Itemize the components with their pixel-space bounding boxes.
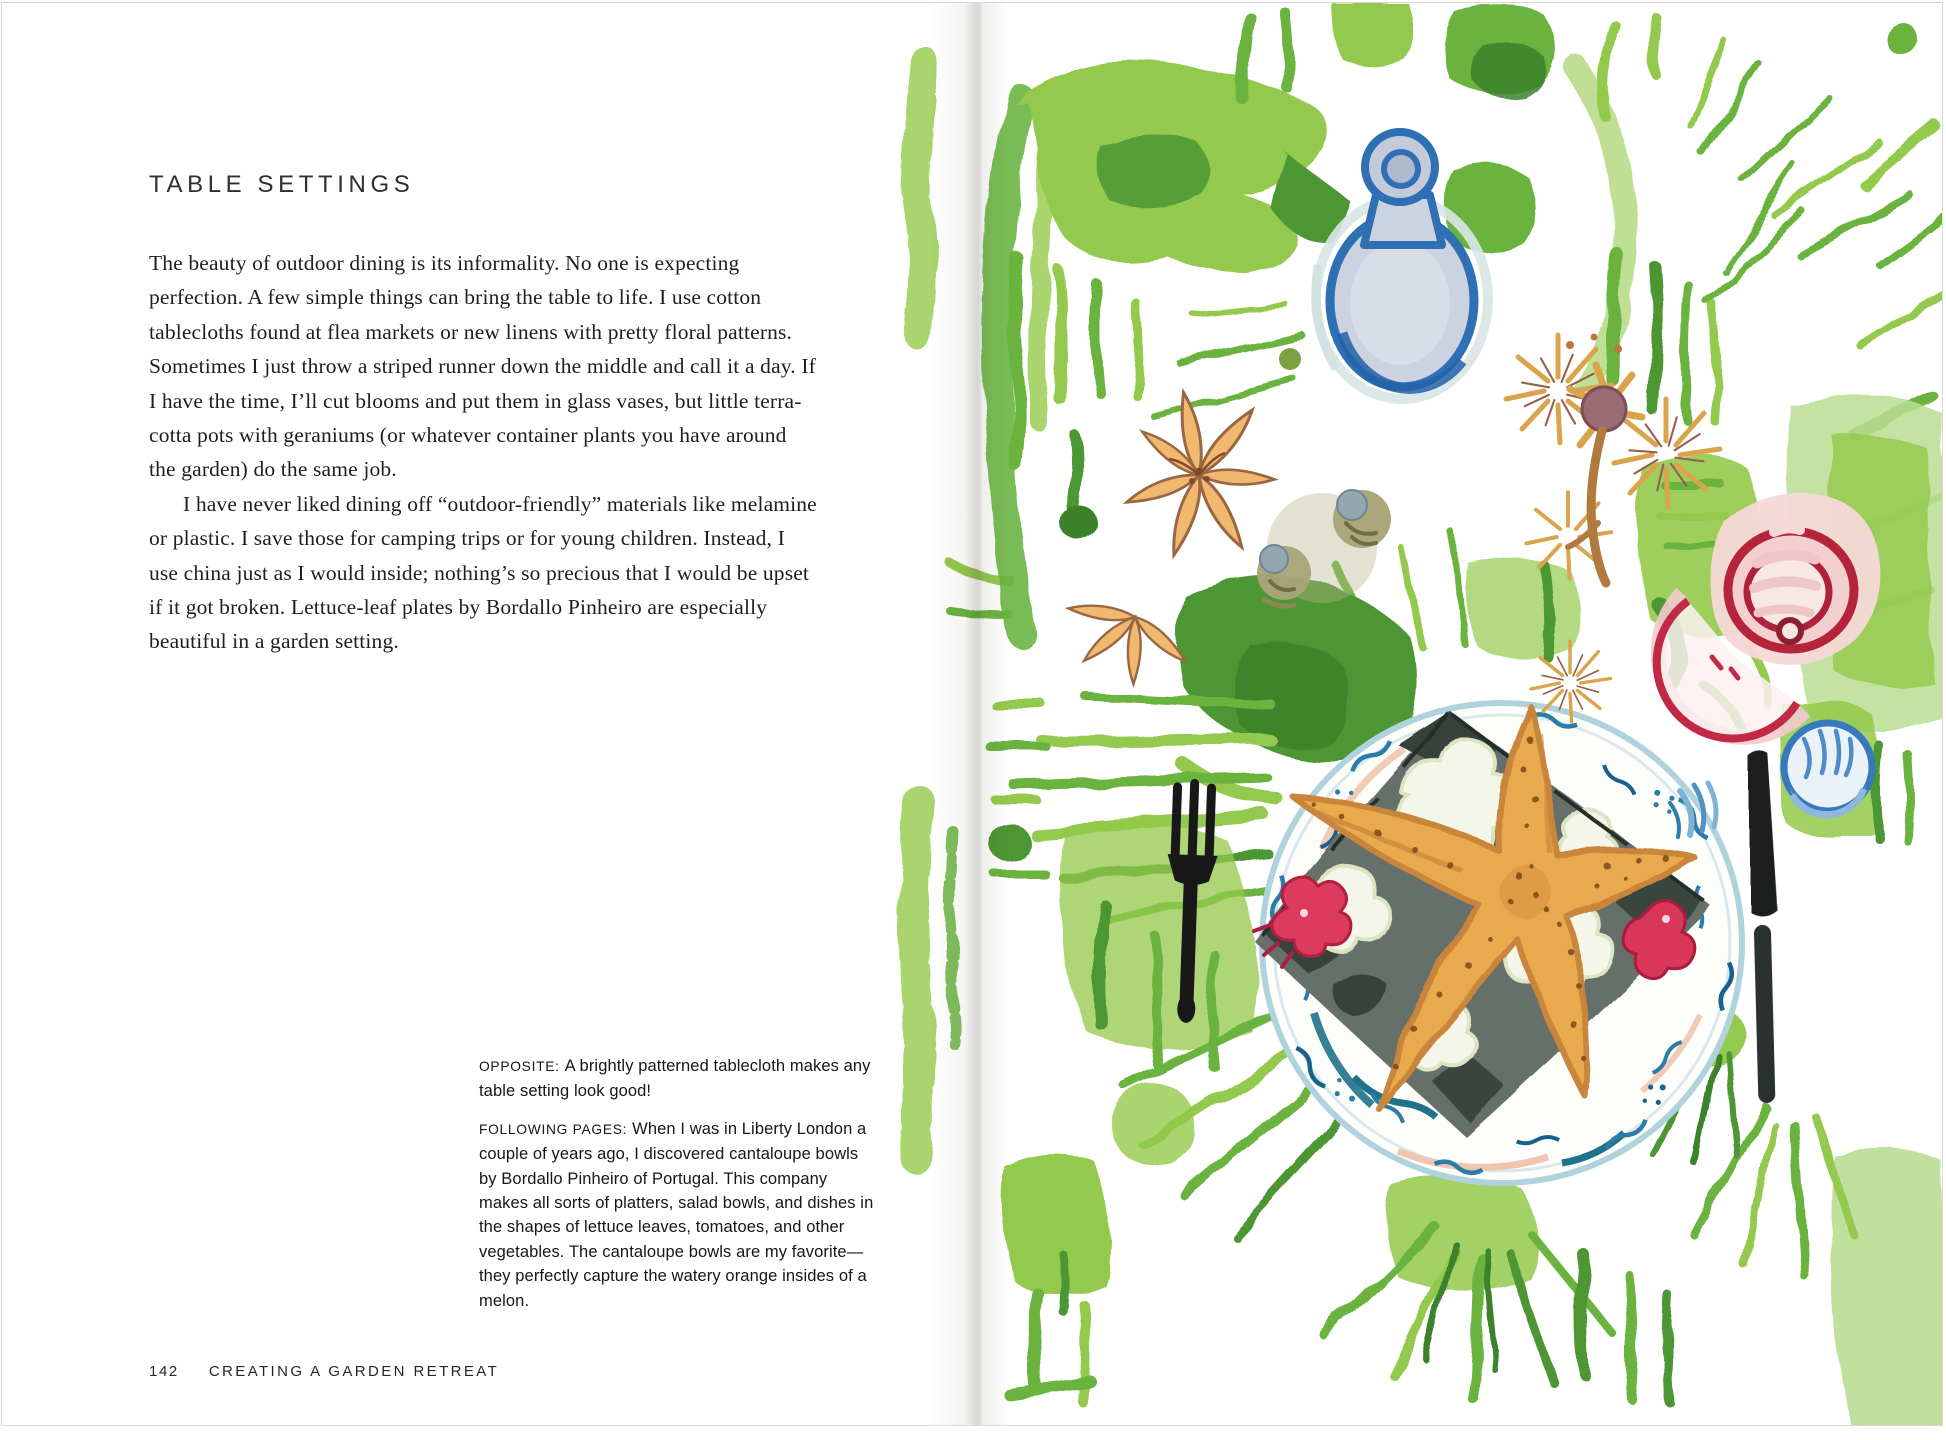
- blue-cup: [1784, 723, 1872, 815]
- knife: [1747, 750, 1782, 1103]
- red-teacup: [1711, 493, 1881, 665]
- caption-opposite: [479, 1054, 878, 1104]
- caption-text: A brightly patterned tablecloth makes any table setting look good!: [479, 1057, 871, 1101]
- caption-block: [479, 1054, 878, 1326]
- chapter-title: CREATING A GARDEN RETREAT: [208, 1363, 500, 1380]
- book-spread: [1, 2, 1943, 1426]
- caption-lead: FOLLOWING PAGES:: [479, 1121, 628, 1137]
- caption-text: When I was in Liberty London a couple of years ago, I discovered cantaloupe bowls by Bordallo Pinheiro of Portugal. This company makes all sorts of platters, salad bowls, and dishes in the shapes of lettuce leaves, tomatoes, and other vegetables. The cantaloupe bowls are my favorite—they perfectly capture the watery orange insides of a melon.: [479, 1119, 874, 1310]
- table-setting-illustration: [892, 3, 1943, 1426]
- paragraph: The beauty of outdoor dining is its informality. No one is expecting perfection. A few simple things can bring the table to life. I use cotton tablecloths found at flea markets or new linens with pretty floral patterns. Sometimes I just throw a striped runner down the middle and call it a day. If I have the time, I’ll cut blooms and put them in glass vases, but little terra-cotta pots with geraniums (or whatever container plants you have around the garden) do the same job.: [149, 251, 816, 482]
- body-text: [149, 246, 817, 659]
- caption-lead: OPPOSITE:: [479, 1059, 560, 1074]
- paragraph: I have never liked dining off “outdoor-friendly” materials like melamine or plastic. I save those for camping trips or for young children. Instead, I use china just as I would inside; nothing’s so precious that I would be upset if it got broken. Lettuce-leaf plates by Bordallo Pinheiro are especially beautiful in a garden setting.: [149, 491, 817, 654]
- page-number: 142: [149, 1363, 179, 1380]
- page-footer: [149, 1363, 499, 1380]
- caption-following-pages: [479, 1117, 878, 1313]
- page-title: TABLE SETTINGS: [149, 171, 415, 198]
